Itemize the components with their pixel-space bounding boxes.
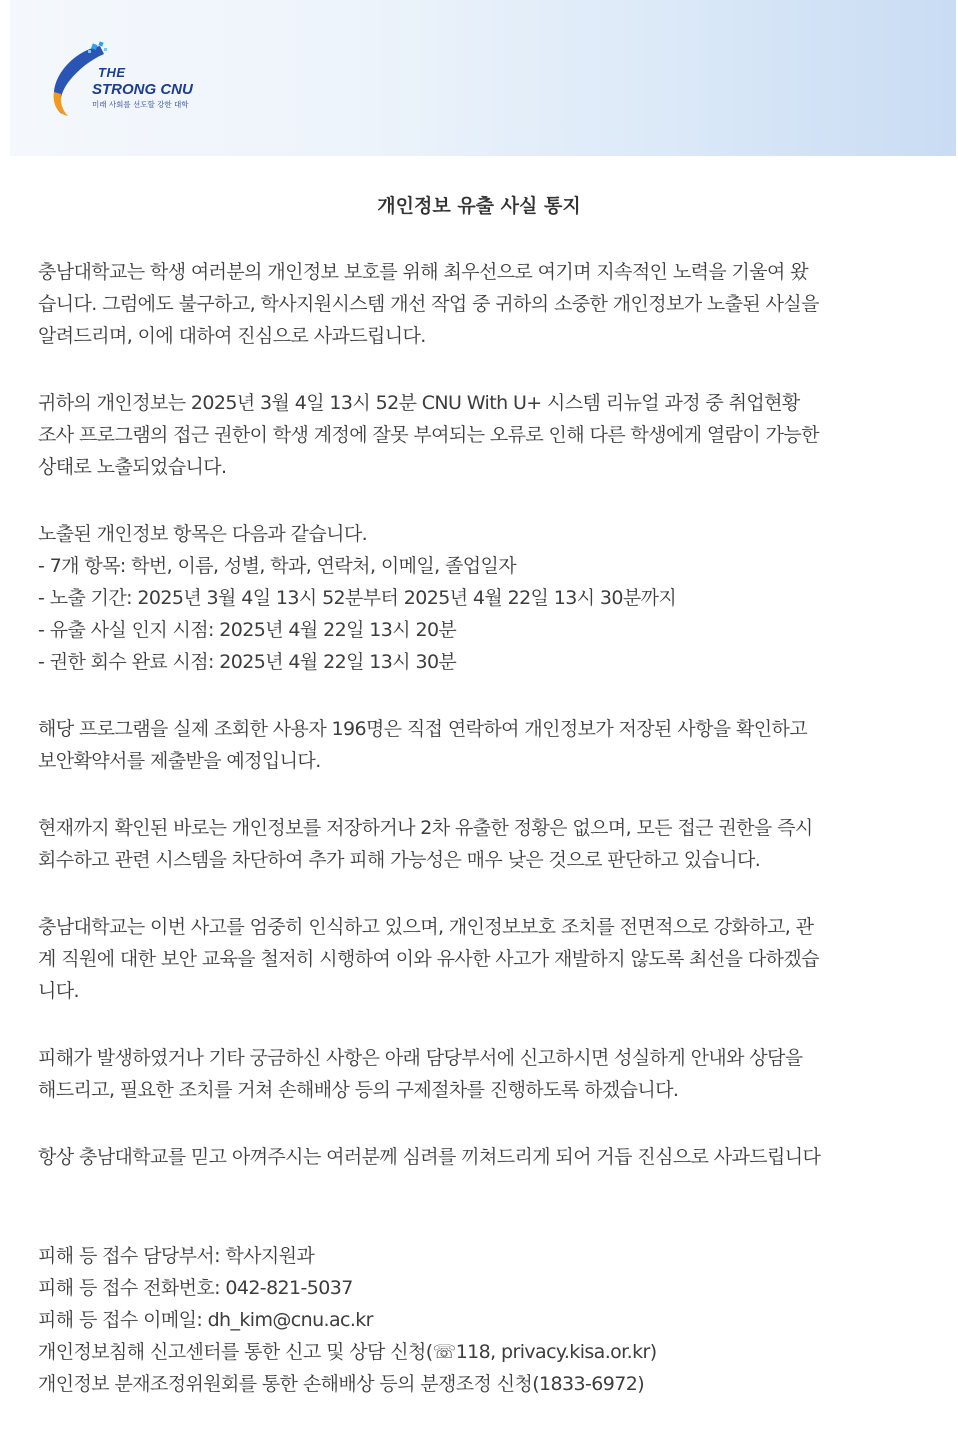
text-line: 노출된 개인정보 항목은 다음과 같습니다. [38,523,368,545]
paragraph-status [38,812,928,876]
text-line: 충남대학교는 이번 사고를 엄중히 인식하고 있으며, 개인정보보호 조치를 전면적으로 강화하고, 관 [38,916,814,938]
paragraph-users [38,713,928,777]
text-line: 귀하의 개인정보는 2025년 3월 4일 13시 52분 CNU With U+ 시스템 리뉴얼 과정 중 취업현황 [38,392,800,414]
list-item: - 권한 회수 완료 시점: 2025년 4월 22일 13시 30분 [38,651,457,673]
text-line: 습니다. 그럼에도 불구하고, 학사지원시스템 개선 작업 중 귀하의 소중한 개인정보가 노출된 사실을 [38,293,819,315]
contact-kisa: 개인정보침해 신고센터를 통한 신고 및 상담 신청(☏118, privacy.kisa.or.kr) [38,1341,657,1363]
list-item: - 유출 사실 인지 시점: 2025년 4월 22일 13시 20분 [38,619,457,641]
contact-phone: 피해 등 접수 전화번호: 042-821-5037 [38,1277,353,1299]
paragraph-intro [38,256,928,352]
notice-title: 개인정보 유출 사실 통지 [377,195,581,217]
text-line: 계 직원에 대한 보안 교육을 철저히 시행하여 이와 유사한 사고가 재발하지 않도록 최선을 다하겠습 [38,948,819,970]
text-line: 니다. [38,980,79,1002]
text-line: 상태로 노출되었습니다. [38,456,227,478]
text-line: 보안확약서를 제출받을 예정입니다. [38,750,321,772]
cnu-logo [48,40,228,120]
contact-info [38,1240,928,1400]
list-item: - 노출 기간: 2025년 3월 4일 13시 52분부터 2025년 4월 22일 13시 30분까지 [38,587,677,609]
contact-email: 피해 등 접수 이메일: dh_kim@cnu.ac.kr [38,1309,373,1331]
contact-department: 피해 등 접수 담당부서: 학사지원과 [38,1245,315,1267]
paragraph-apology [38,1141,928,1173]
notice-body [38,256,928,1208]
text-line: 조사 프로그램의 접근 권한이 학생 계정에 잘못 부여되는 오류로 인해 다른 학생에게 열람이 가능한 [38,424,819,446]
text-line: 회수하고 관련 시스템을 차단하여 추가 피해 가능성은 매우 낮은 것으로 판단하고 있습니다. [38,849,761,871]
text-line: 해당 프로그램을 실제 조회한 사용자 196명은 직접 연락하여 개인정보가 저장된 사항을 확인하고 [38,718,807,740]
text-line: 항상 충남대학교를 믿고 아껴주시는 여러분께 심려를 끼쳐드리게 되어 거듭 진심으로 사과드립니다 [38,1146,821,1168]
text-line: 피해가 발생하였거나 기타 궁금하신 사항은 아래 담당부서에 신고하시면 성실하게 안내와 상담을 [38,1047,803,1069]
text-line: 알려드리며, 이에 대하여 진심으로 사과드립니다. [38,325,426,347]
contact-mediation: 개인정보 분재조정위원회를 통한 손해배상 등의 분쟁조정 신청(1833-6972) [38,1373,645,1395]
logo-tagline: 미래 사회를 선도할 강한 대학 [92,100,189,109]
list-item: - 7개 항목: 학번, 이름, 성별, 학과, 연락처, 이메일, 졸업일자 [38,555,516,577]
text-line: 충남대학교는 학생 여러분의 개인정보 보호를 위해 최우선으로 여기며 지속적인 노력을 기울여 왔 [38,261,808,283]
logo-text-the: THE [98,65,126,80]
paragraph-exposed-items [38,518,928,678]
paragraph-report [38,1042,928,1106]
text-line: 현재까지 확인된 바로는 개인정보를 저장하거나 2차 유출한 정황은 없으며, 모든 접근 권한을 즉시 [38,817,813,839]
paragraph-incident [38,387,928,483]
paragraph-measures [38,911,928,1007]
text-line: 해드리고, 필요한 조치를 거쳐 손해배상 등의 구제절차를 진행하도록 하겠습니다. [38,1079,679,1101]
logo-text-strong-cnu: STRONG CNU [92,81,193,98]
header-banner [10,0,956,156]
